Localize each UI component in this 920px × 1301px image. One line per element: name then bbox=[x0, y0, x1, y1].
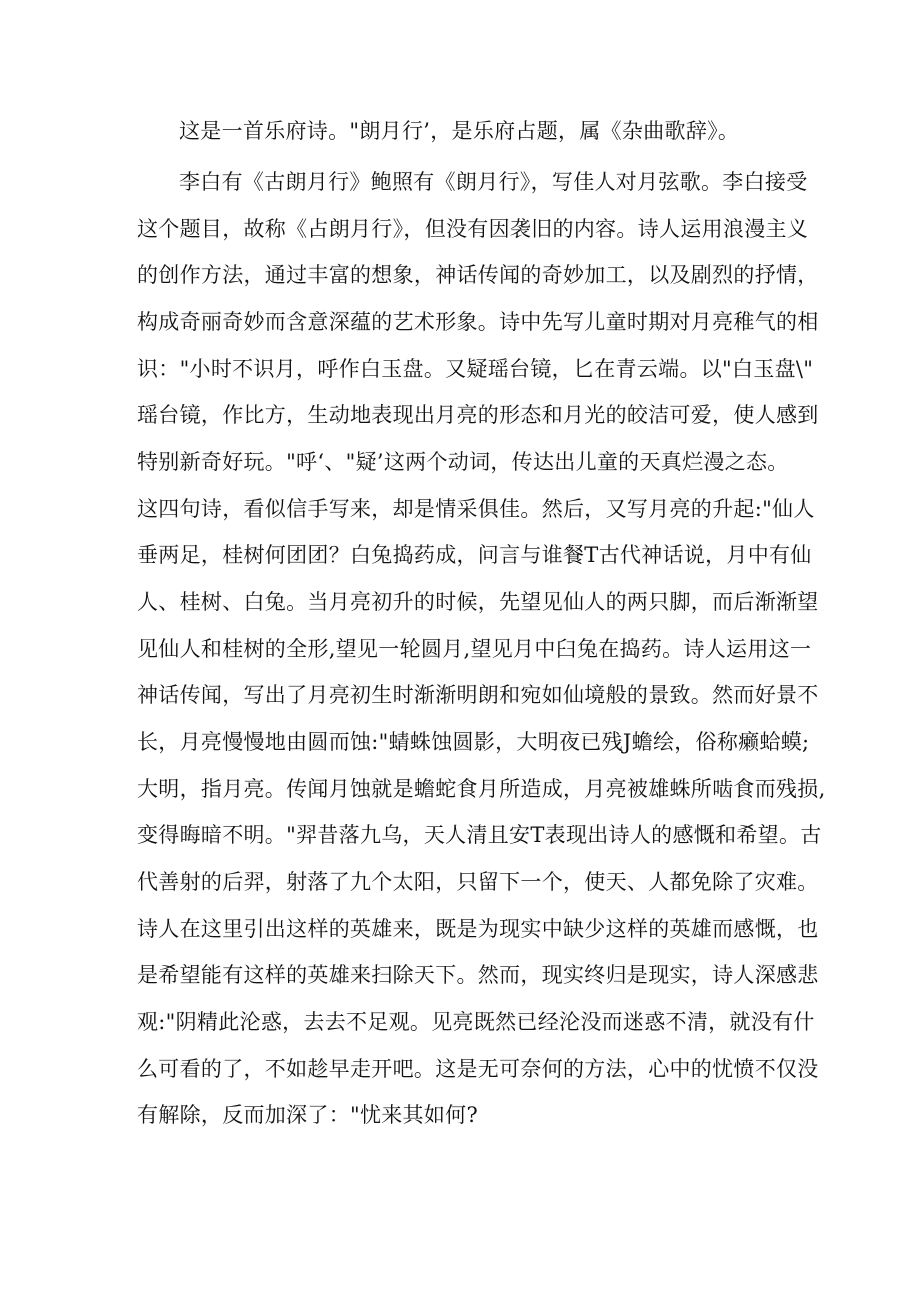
paragraph-2-line-7: 特别新奇好玩。"呼‘、"疑’这两个动词，传达出儿童的天真烂漫之态。 bbox=[137, 450, 789, 474]
paragraph-2-line-1: 李白有《古朗月行》鲍照有《朗月行》，写佳人对月弦歌。李白接受 bbox=[179, 170, 808, 194]
paragraph-2-line-17: 诗人在这里引出这样的英雄来，既是为现实中缺少这样的英雄而感慨，也 bbox=[137, 917, 819, 941]
paragraph-2-line-16: 代善射的后羿，射落了九个太阳，只留下一个，使天、人都免除了灾难。 bbox=[137, 870, 819, 894]
paragraph-2-line-20: 么可看的了，不如趁早走开吧。这是无可奈何的方法，心中的忧愤不仅没 bbox=[137, 1057, 819, 1081]
paragraph-2-line-15: 变得晦暗不明。"羿昔落九乌，天人清且安T表现出诗人的感慨和希望。古 bbox=[137, 823, 822, 847]
paragraph-2-line-8: 这四句诗，看似信手写来，却是情采俱佳。然后，又写月亮的升起:"仙人 bbox=[137, 497, 815, 521]
paragraph-2-line-6: 瑶台镜，作比方，生动地表现出月亮的形态和月光的皎洁可爱，使人感到 bbox=[137, 403, 819, 427]
paragraph-2-line-3: 的创作方法，通过丰富的想象，神话传闻的奇妙加工，以及剧烈的抒情， bbox=[137, 263, 819, 287]
paragraph-2-line-13: 长，月亮慢慢地由圆而蚀:"蜻蛛蚀圆影，大明夜已残J蟾绘，俗称癞蛤蟆; bbox=[137, 730, 810, 754]
paragraph-2-line-21: 有解除，反而加深了："忧来其如何? bbox=[137, 1103, 479, 1127]
paragraph-2-line-12: 神话传闻，写出了月亮初生时渐渐明朗和宛如仙境般的景致。然而好景不 bbox=[137, 683, 819, 707]
paragraph-1-line-1: 这是一首乐府诗。"朗月行’，是乐府占题，属《杂曲歌辞》。 bbox=[179, 119, 740, 143]
paragraph-2-line-19: 观:"阴精此沦惑，去去不足观。见亮既然已经沦没而迷惑不清，就没有什 bbox=[137, 1010, 815, 1034]
paragraph-2-line-9: 垂两足，桂树何团团？白兔捣药成，问言与谁餐T古代神话说，月中有仙 bbox=[137, 543, 812, 567]
paragraph-2-line-14: 大明，指月亮。传闻月蚀就是蟾蛇食月所造成，月亮被雄蛛所啮食而残损, bbox=[137, 777, 826, 801]
paragraph-2-line-4: 构成奇丽奇妙而含意深蕴的艺术形象。诗中先写儿童时期对月亮稚气的相 bbox=[137, 310, 819, 334]
paragraph-2-line-10: 人、桂树、白兔。当月亮初升的时候，先望见仙人的两只脚，而后渐渐望 bbox=[137, 590, 819, 614]
paragraph-2-line-2: 这个题目，故称《占朗月行》，但没有因袭旧的内容。诗人运用浪漫主义 bbox=[137, 217, 809, 241]
paragraph-2-line-11: 见仙人和桂树的全形,望见一轮圆月,望见月中臼兔在捣药。诗人运用这一 bbox=[137, 637, 812, 661]
paragraph-2-line-18: 是希望能有这样的英雄来扫除天下。然而，现实终归是现实，诗人深感悲 bbox=[137, 963, 819, 987]
paragraph-2-line-5: 识："小时不识月，呼作白玉盘。又疑瑶台镜，匕在青云端。以"白玉盘\" bbox=[137, 357, 814, 381]
